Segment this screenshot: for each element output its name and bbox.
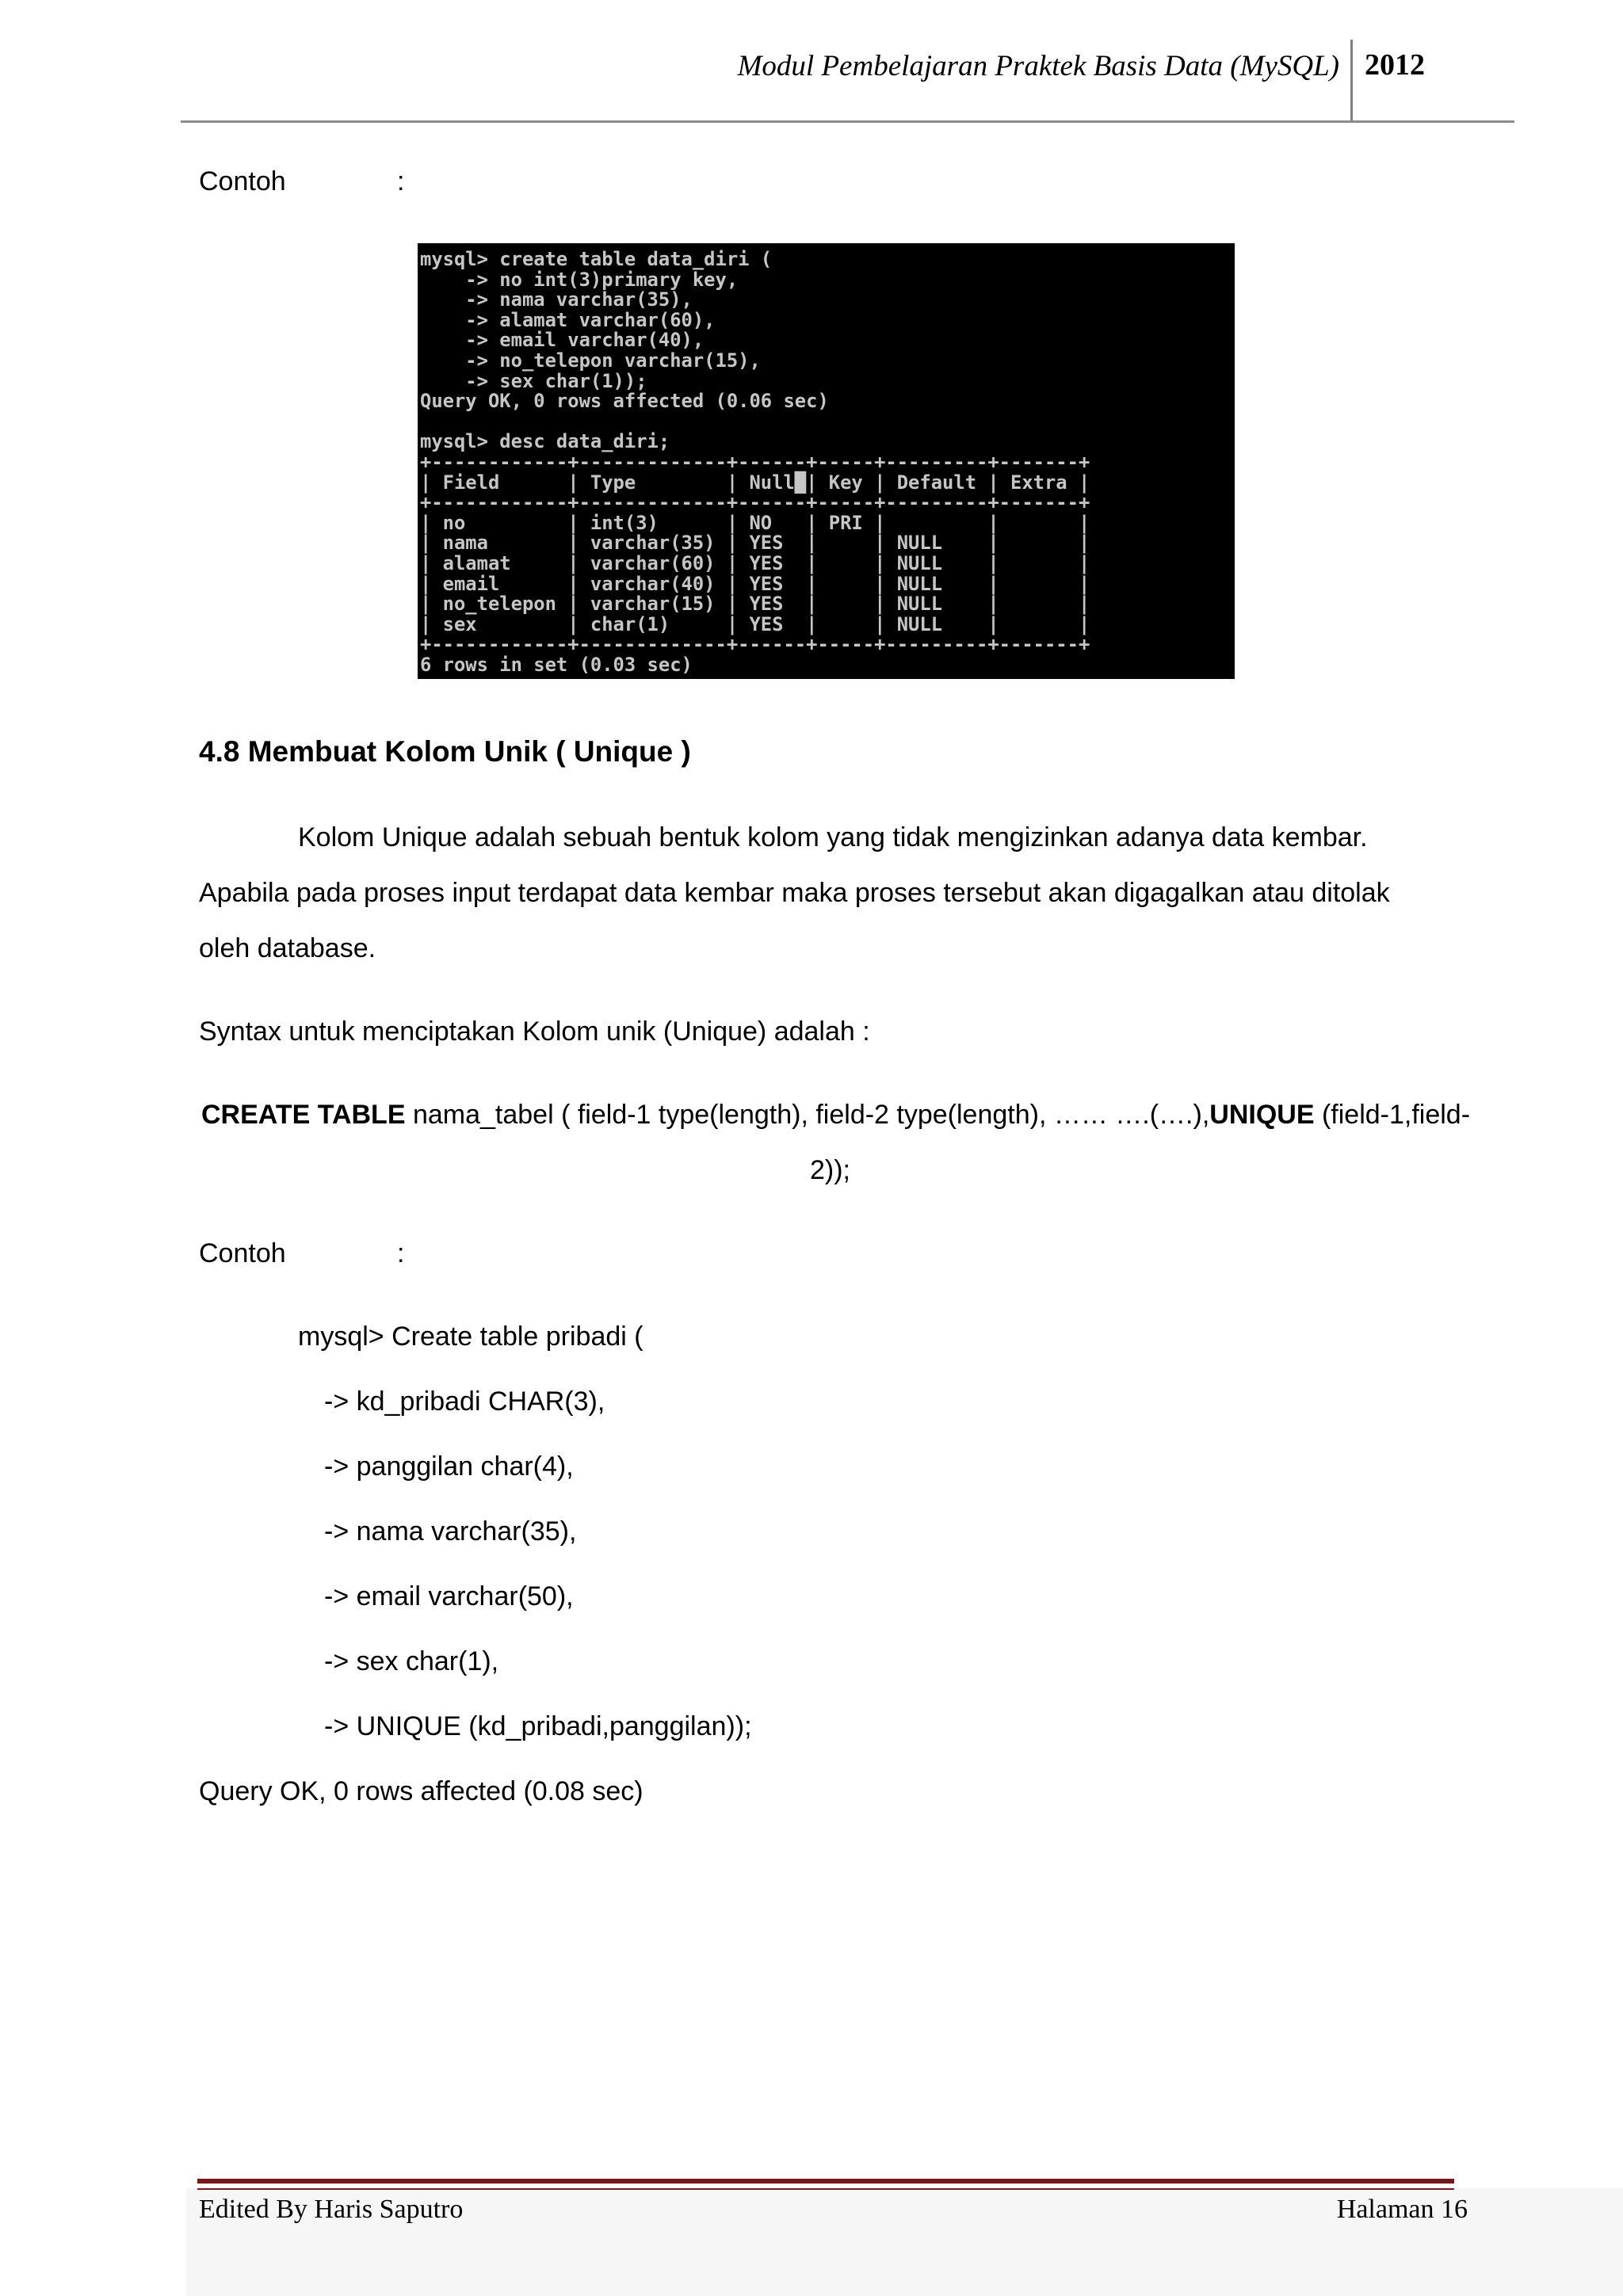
paragraph-line: oleh database. <box>199 933 376 963</box>
footer-author: Edited By Haris Saputro <box>199 2195 464 2224</box>
syntax-keyword: UNIQUE <box>1209 1100 1315 1130</box>
code-line: -> email varchar(50), <box>324 1581 574 1611</box>
paragraph-line: Kolom Unique adalah sebuah bentuk kolom yang tidak mengizinkan adanya data kembar. <box>298 822 1368 852</box>
header-title: Modul Pembelajaran Praktek Basis Data (MySQL) <box>737 50 1339 82</box>
query-result: Query OK, 0 rows affected (0.08 sec) <box>199 1776 643 1806</box>
code-line: mysql> Create table pribadi ( <box>298 1322 643 1352</box>
header-year: 2012 <box>1365 48 1425 82</box>
footer-page-number: Halaman 16 <box>1336 2195 1468 2224</box>
header-rule <box>181 120 1514 123</box>
syntax-text: nama_tabel ( field-1 type(length), field-2 type(length), …… ….(….), <box>405 1100 1210 1130</box>
example-colon: : <box>397 1238 405 1268</box>
terminal-screenshot <box>418 243 1235 679</box>
example-colon: : <box>397 166 405 196</box>
footer-rule <box>197 2179 1454 2183</box>
paragraph-line: Apabila pada proses input terdapat data kembar maka proses tersebut akan digagalkan atau ditolak <box>199 878 1390 908</box>
code-line: -> sex char(1), <box>324 1646 499 1676</box>
footer-rule-thin <box>197 2188 1454 2190</box>
code-line: -> nama varchar(35), <box>324 1516 577 1547</box>
terminal-output: mysql> create table data_diri ( -> no int(3)primary key, -> nama varchar(35), -> alamat varchar(60), -> email varchar(40), -> no_telepon varchar(15), -> sex char(1)); Query OK, 0 rows affected (0.06 sec) mysql> desc data_diri; +------------+-------------+------+-----+---------+-------+ | Field | Type | Null█| Key | Default | Extra | +------------+-------------+------+-----+---------+-------+ | no | int(3) | NO | PRI | | | | nama | varchar(35) | YES | | NULL | | | alamat | varchar(60) | YES | | NULL | | | email | varchar(40) | YES | | NULL | | | no_telepon | varchar(15) | YES | | NULL | | | sex | char(1) | YES | | NULL | | +------------+-------------+------+-----+---------+-------+ 6 rows in set (0.03 sec) <box>420 248 1090 676</box>
code-line: -> panggilan char(4), <box>324 1451 574 1482</box>
code-line: -> UNIQUE (kd_pribadi,panggilan)); <box>324 1711 752 1741</box>
syntax-text: (field-1,field- <box>1314 1100 1471 1130</box>
syntax-intro: Syntax untuk menciptakan Kolom unik (Unique) adalah : <box>199 1016 870 1047</box>
code-line: -> kd_pribadi CHAR(3), <box>324 1386 605 1417</box>
syntax-line-continued: 2)); <box>810 1155 850 1185</box>
section-heading: 4.8 Membuat Kolom Unik ( Unique ) <box>199 735 691 768</box>
header-divider <box>1350 40 1353 122</box>
example-label: Contoh <box>199 1238 286 1268</box>
example-label: Contoh <box>199 166 286 196</box>
syntax-keyword: CREATE TABLE <box>201 1100 406 1130</box>
syntax-line <box>201 1101 1470 1128</box>
